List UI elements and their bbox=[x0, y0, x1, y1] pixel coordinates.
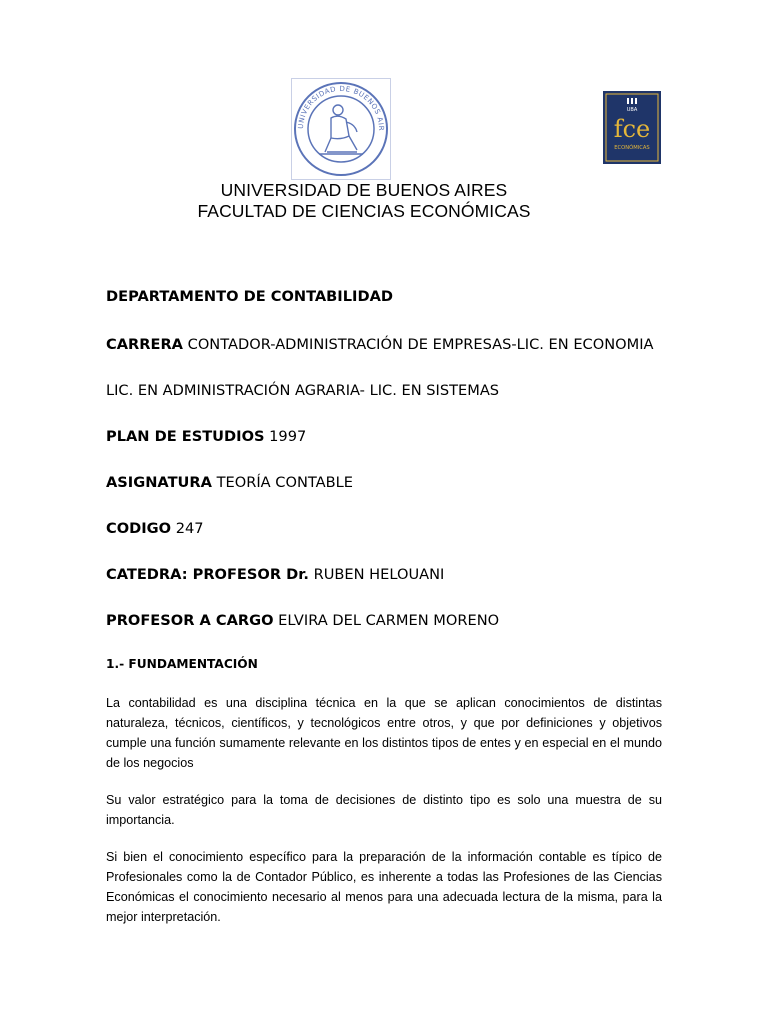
field-chair bbox=[106, 566, 444, 583]
field-department bbox=[106, 288, 393, 305]
paragraph: Si bien el conocimiento específico para la preparación de la información contable es típico de Profesionales como la de Contador Público, es inherente a todas las Profesiones de las Ciencias Económicas el conocimiento necesario al menos para una adecuada lectura de la misma, para la mejor interpretación. bbox=[106, 850, 662, 924]
field-code bbox=[106, 520, 204, 537]
field-study-plan-value: 1997 bbox=[269, 428, 307, 445]
paragraph: La contabilidad es una disciplina técnica en la que se aplican conocimientos de distintas naturaleza, técnicos, científicos, y tecnológicos entre otros, y que por definiciones y objetivos cumple una función sumamente relevante en los distintos tipos de entes y en especial en el mundo de los negocios bbox=[106, 696, 662, 770]
faculty-name: FACULTAD DE CIENCIAS ECONÓMICAS bbox=[197, 201, 531, 221]
field-code-value: 247 bbox=[175, 520, 204, 537]
field-subject-value: TEORÍA CONTABLE bbox=[216, 474, 353, 491]
fce-logo-letters: fce bbox=[613, 115, 651, 143]
seal-text: UNIVERSIDAD DE BUENOS AIR bbox=[296, 84, 386, 132]
field-career bbox=[106, 336, 654, 353]
paragraph: Su valor estratégico para la toma de decisiones de distinto tipo es solo una muestra de su importancia. bbox=[106, 793, 662, 827]
field-subject bbox=[106, 474, 353, 491]
field-code-label: CODIGO bbox=[106, 520, 172, 537]
fce-logo bbox=[603, 91, 661, 164]
field-study-plan-label: PLAN DE ESTUDIOS bbox=[106, 428, 265, 445]
university-name: UNIVERSIDAD DE BUENOS AIRES bbox=[220, 180, 508, 200]
field-subject-label: ASIGNATURA bbox=[106, 474, 212, 491]
field-career-value: CONTADOR-ADMINISTRACIÓN DE EMPRESAS-LIC. EN ECONOMIA bbox=[187, 336, 654, 353]
field-career-label: CARRERA bbox=[106, 336, 183, 353]
field-career-cont-value: LIC. EN ADMINISTRACIÓN AGRARIA- LIC. EN SISTEMAS bbox=[106, 382, 500, 399]
fce-logo-subtitle: ECONÓMICAS bbox=[614, 145, 650, 151]
field-chair-label: CATEDRA: PROFESOR Dr. bbox=[106, 566, 309, 583]
field-career-cont bbox=[106, 382, 499, 399]
field-study-plan bbox=[106, 428, 306, 445]
field-professor-label: PROFESOR A CARGO bbox=[106, 612, 274, 629]
uba-seal-logo bbox=[291, 78, 391, 180]
field-department-label: DEPARTAMENTO DE CONTABILIDAD bbox=[106, 288, 393, 305]
field-professor-value: ELVIRA DEL CARMEN MORENO bbox=[278, 612, 500, 629]
fce-logo-uba: UBA bbox=[626, 107, 638, 113]
field-professor bbox=[106, 612, 499, 629]
section-title: 1.- FUNDAMENTACIÓN bbox=[106, 657, 258, 671]
field-chair-value: RUBEN HELOUANI bbox=[313, 566, 445, 583]
university-heading bbox=[0, 180, 728, 222]
